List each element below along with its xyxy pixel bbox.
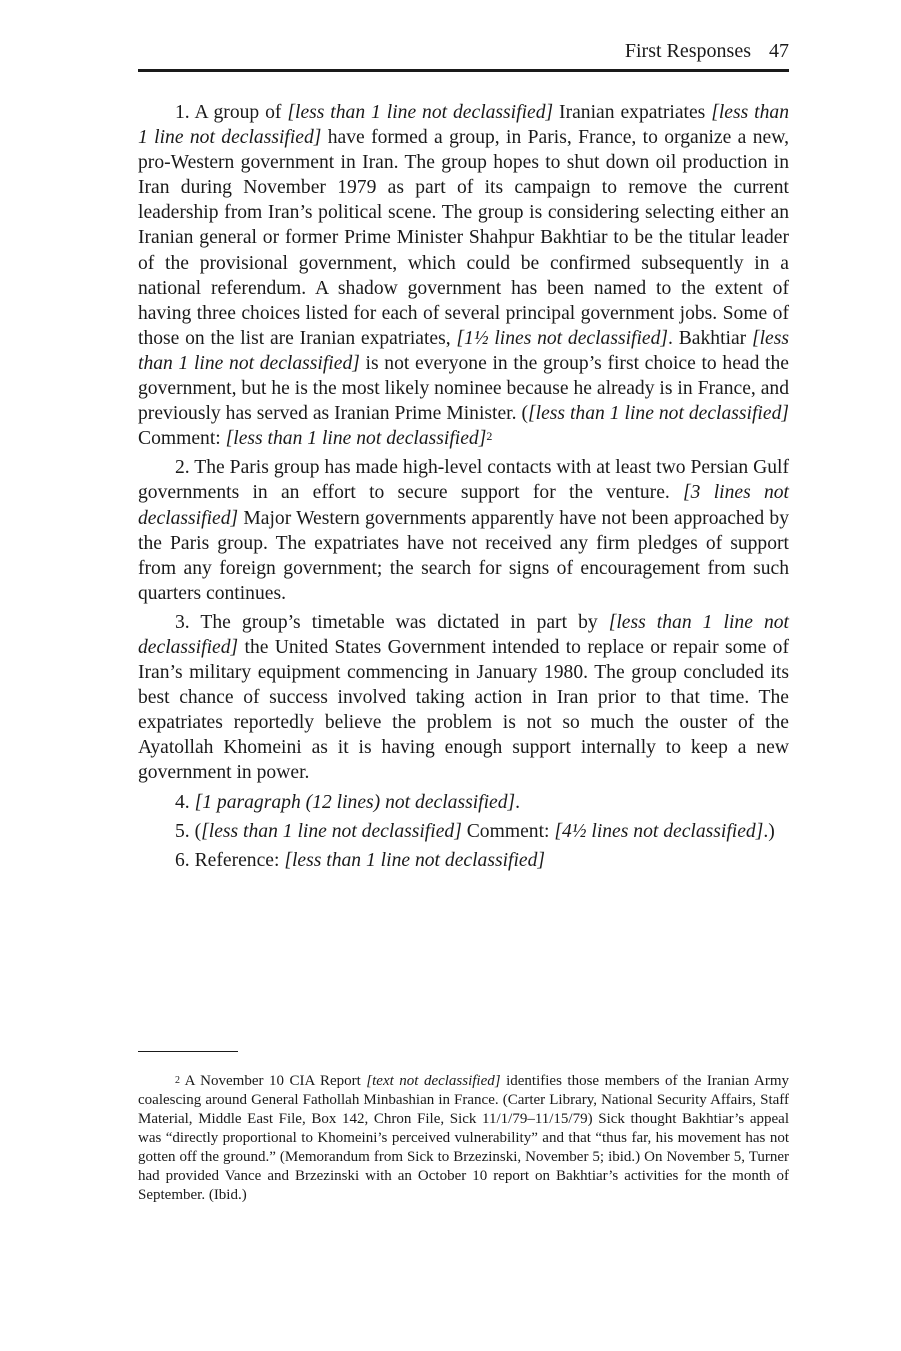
text-run: 6. Reference: [175,849,285,871]
header-rule [138,69,789,72]
footnote-reference[interactable]: 2 [486,429,493,444]
text-run: 3. The group’s timetable was dictated in part by [175,611,609,633]
redaction-note: [1 paragraph (12 lines) not declassified] [194,791,516,813]
redaction-note: [1½ lines not declassified] [456,327,669,349]
footnote-2 [138,1072,789,1205]
text-run: Comment: [461,820,555,842]
text-run: 4. [175,791,195,813]
paragraph-5 [138,819,789,844]
running-title: First Responses [624,40,751,62]
redaction-note: [3 lines not declassified] [138,482,789,529]
footnote-mark: 2 [175,1075,180,1086]
footnote-rule [138,1051,238,1052]
paragraph-3 [138,610,789,786]
text-run: 2. The Paris group has made high-level contacts with at least two Persian Gulf governments in an effort to secure support for the venture. [138,457,789,504]
text-run: Comment: [138,428,226,450]
redaction-note: [less than 1 line not declassified] [287,102,554,123]
text-run: 5. ( [175,820,202,842]
redaction-note: [4½ lines not declassified] [554,820,764,842]
paragraph-4 [138,790,789,815]
text-run: .) [763,820,775,842]
paragraph-1 [138,100,789,451]
text-run: Major Western governments apparently have not been approached by the Paris group. The expatriates have not received any firm pledges of support from any foreign government; the search for signs of encouragement from such quarters continues. [138,507,789,604]
text-run: the United States Government intended to replace or repair some of Iran’s military equipment commencing in January 1980. The group concluded its best chance of success involved taking action in Iran prior to that time. The expatriates reportedly believe the problem is not so much the ouster of the Ayatollah Khomeini as it is having enough support internally to keep a new government in power. [138,636,789,784]
redaction-note: [less than 1 line not declassified] [138,611,789,658]
paragraph-6 [138,848,789,873]
text-run: is not everyone in the group’s first choice to head the government, but he is the most likely nominee because he already is in France, and previously has served as Iranian Prime Minister. ( [138,352,789,425]
redaction-note: [text not declassified] [366,1073,501,1089]
redaction-note: [less than 1 line not declassified] [225,428,487,450]
redaction-note: [less than 1 line not declassified] [138,327,789,374]
text-run: have formed a group, in Paris, France, to organize a new, pro-Western government in Iran. The group hopes to shut down oil production in Iran during November 1979 as part of its campaign to remove the current leadership from Iran’s political scene. The group is considering selecting either an Iranian general or former Prime Minister Shahpur Bakhtiar to be the titular leader of the provisional government, which could be confirmed subsequently in a national referendum. A shadow government has been named to the extent of having three choices listed for each of several principal government jobs. Some of those on the list are Iranian expatriates, [138,127,789,349]
redaction-note: [less than 1 line not declassified] [528,403,789,425]
body-text [138,100,789,877]
paragraph-2 [138,455,789,606]
text-run: 1. A group of [175,102,288,123]
redaction-note: [less than 1 line not declassified] [284,849,546,871]
redaction-note: [less than 1 line not declassified] [201,820,462,842]
running-head [138,38,789,64]
redaction-note: [less than 1 line not declassified] [138,102,789,149]
text-run: Iranian expatriates [553,102,712,123]
text-run: A November 10 CIA Report [180,1073,367,1089]
text-run: . Bakhtiar [668,327,752,349]
text-run: . [515,791,521,813]
text-run: identifies those members of the Iranian Army coalescing around General Fathollah Minbashian in France. (Carter Library, National Security Affairs, Staff Material, Middle East File, Box 142, Chron File, Sick 11/1/79–11/15/79) Sick thought Bakhtiar’s appeal was “directly proportional to Khomeini’s perceived vulnerability” and that “thus far, his movement has not gotten off the ground.” (Memorandum from Sick to Brzezinski, November 5; ibid.) On November 5, Turner had provided Vance and Brzezinski with an October 10 report on Bakhtiar’s activities for the month of September. (Ibid.) [138,1073,789,1203]
page-number: 47 [769,40,789,62]
